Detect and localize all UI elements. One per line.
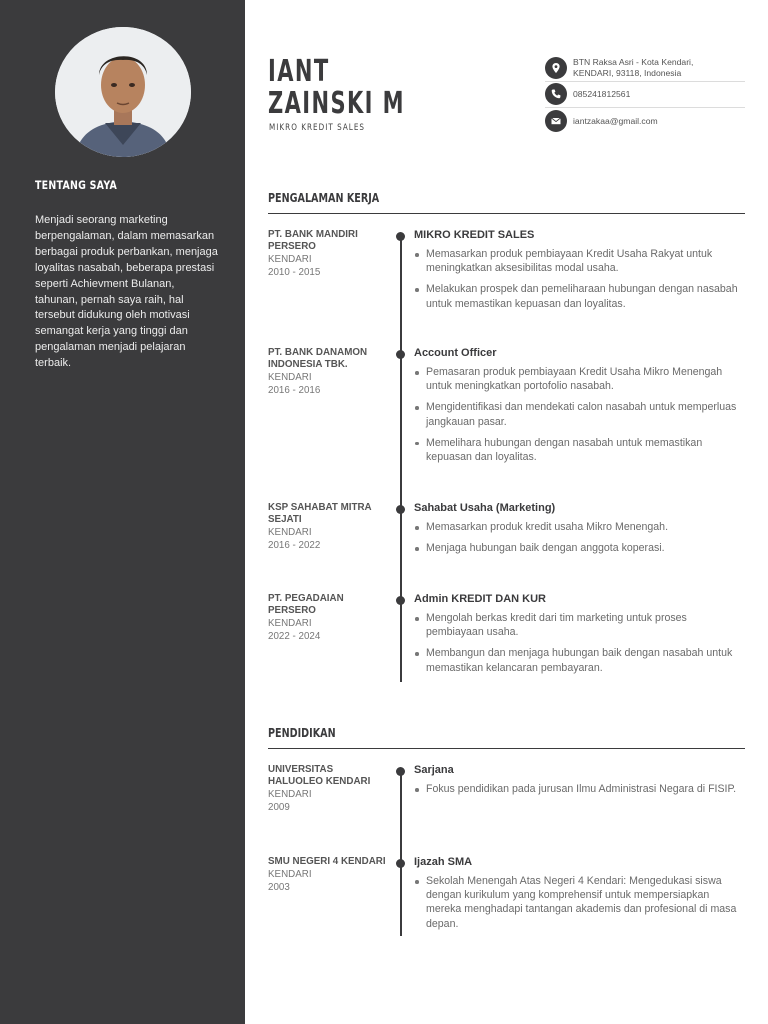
address-line-2: KENDARI, 93118, Indonesia [573,67,682,78]
location: KENDARI [268,372,312,383]
duties-list [414,520,745,555]
employer: KSP SAHABAT MITRA SEJATI [268,502,372,525]
job-title: MIKRO KREDIT SALES [269,123,366,133]
duties-list [414,247,745,311]
duties-list [414,611,745,675]
details-list [414,874,745,931]
address-line-1: BTN Raksa Asri - Kota Kendari, [573,56,694,67]
timeline-dot [396,859,405,868]
duty-item: Mengolah berkas kredit dari tim marketing untuk proses pembiayaan usaha. [414,611,745,639]
school: UNIVERSITAS HALUOLEO KENDARI [268,764,371,787]
location-pin-icon [545,57,567,79]
timeline-dot [396,350,405,359]
duty-item: Memasarkan produk kredit usaha Mikro Menengah. [414,520,745,534]
location: KENDARI [268,618,312,629]
details-list [414,782,745,796]
position-title: Sahabat Usaha (Marketing) [414,502,556,514]
about-text: Menjadi seorang marketing berpengalaman, dalam memasarkan berbagai produk perbankan, menjaga loyalitas nasabah, beberapa prestasi seperti Achievment Bulanan, tahunan, pernah saya raih, hal tersebut didukung oleh motivasi semangat kerja yang tinggi dan pengalaman menjadi pelajaran terbaik. [35,214,218,370]
date-range: 2022 - 2024 [268,631,321,642]
duties-list [414,365,745,464]
contact-block [545,55,745,135]
phone-number[interactable]: 085241812561 [573,88,631,99]
location: KENDARI [268,254,312,265]
position-title: Account Officer [414,347,497,359]
date-range: 2016 - 2016 [268,385,321,396]
contact-address [545,55,745,82]
detail-item: Sekolah Menengah Atas Negeri 4 Kendari: Mengedukasi siswa dengan kurikulum yang komprehensif untuk mempersiapkan mereka menghadapi tantangan akademis dan profesional di masa depan. [414,874,745,931]
location: KENDARI [268,869,312,880]
experience-timeline [400,233,402,682]
phone-icon [545,83,567,105]
duty-item: Menjaga hubungan baik dengan anggota koperasi. [414,541,745,555]
email-address[interactable]: iantzakaa@gmail.com [573,115,658,126]
duty-item: Membangun dan menjaga hubungan baik dengan nasabah untuk memastikan kelancaran pembayaran. [414,646,745,674]
full-name [268,56,405,120]
location: KENDARI [268,789,312,800]
location: KENDARI [268,527,312,538]
about-title: TENTANG SAYA [35,178,118,192]
graduation-year: 2003 [268,882,290,893]
experience-title: PENGALAMAN KERJA [268,191,380,205]
duty-item: Memasarkan produk pembiayaan Kredit Usaha Rakyat untuk meningkatkan aksesibilitas modal usaha. [414,247,745,275]
duty-item: Mengidentifikasi dan mendekati calon nasabah untuk memperluas jangkauan pasar. [414,400,745,428]
timeline-dot [396,505,405,514]
mail-icon [545,110,567,132]
date-range: 2010 - 2015 [268,267,321,278]
duty-item: Melakukan prospek dan pemeliharaan hubungan dengan nasabah untuk memastikan kepuasan dan loyalitas. [414,282,745,310]
timeline-dot [396,232,405,241]
education-timeline [400,768,402,936]
position-title: MIKRO KREDIT SALES [414,229,535,241]
position-title: Admin KREDIT DAN KUR [414,593,546,605]
employer: PT. PEGADAIAN PERSERO [268,593,344,616]
degree: Sarjana [414,764,454,776]
contact-phone [545,82,745,109]
employer: PT. BANK MANDIRI PERSERO [268,229,358,252]
graduation-year: 2009 [268,802,290,813]
profile-photo [55,27,191,157]
sidebar [0,0,245,1024]
school: SMU NEGERI 4 KENDARI [268,856,386,867]
education-title: PENDIDIKAN [268,726,336,740]
employer: PT. BANK DANAMON INDONESIA TBK. [268,347,368,370]
education-divider [268,748,745,749]
name-line-2: ZAINSKI M [268,86,405,121]
degree: Ijazah SMA [414,856,473,868]
experience-divider [268,213,745,214]
detail-item: Fokus pendidikan pada jurusan Ilmu Administrasi Negara di FISIP. [414,782,745,796]
duty-item: Memelihara hubungan dengan nasabah untuk memastikan kepuasan dan loyalitas. [414,436,745,464]
timeline-dot [396,767,405,776]
date-range: 2016 - 2022 [268,540,321,551]
name-line-1: IANT [268,54,330,89]
contact-email [545,108,745,135]
timeline-dot [396,596,405,605]
duty-item: Pemasaran produk pembiayaan Kredit Usaha Mikro Menengah untuk meningkatkan portofolio nasabah. [414,365,745,393]
